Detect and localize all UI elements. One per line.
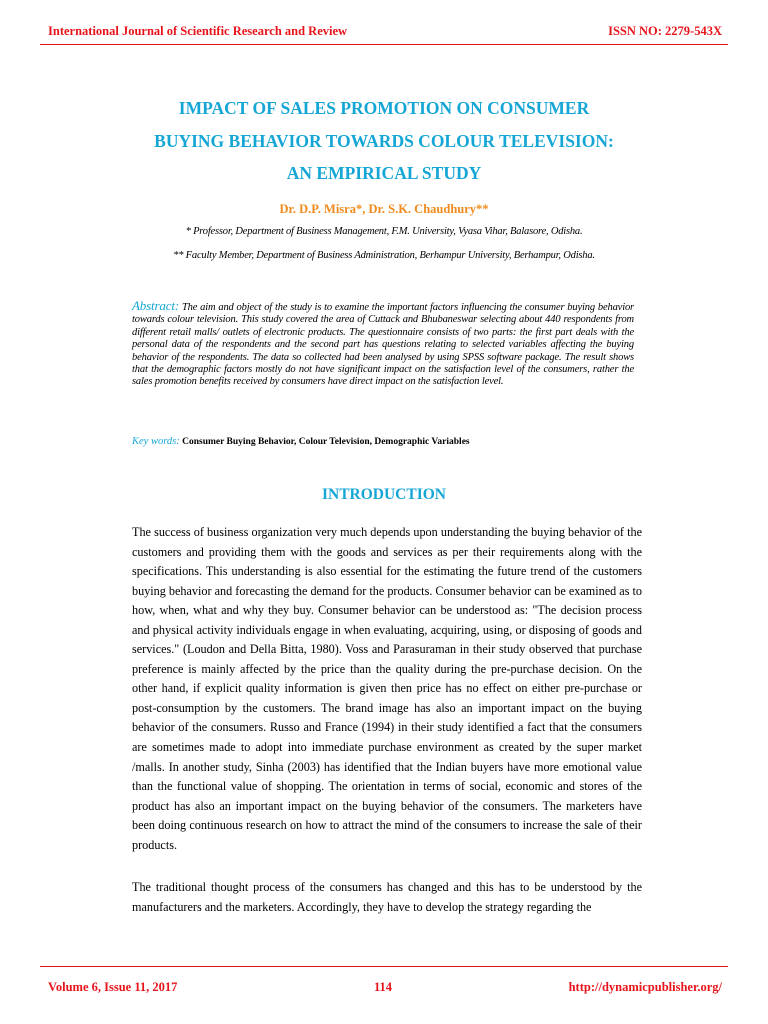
paper-title [60, 92, 708, 190]
journal-name: International Journal of Scientific Research and Review [48, 24, 348, 38]
header-rule [40, 44, 728, 45]
body-paragraph: The success of business organization very much depends upon understanding the buying behavior of the customers and providing them with the goods and services as per their requirements along with the specifications. This understanding is also essential for the estimating the future trend of the customers buying behavior and forecasting the demand for the products. Consumer behavior can be examined as to how, when, what and why they buy. Consumer behavior can be understood as: "The decision process and physical activity individuals engage in when evaluating, acquiring, using, or disposing of goods and services." (Loudon and Della Bitta, 1980). Voss and Parasuraman in their study observed that purchase preference is mainly affected by the price than the quality during the pre-purchase decision. On the other hand, if explicit quality information is given then price has no effect on either pre-purchase or post-consumption by the customers. The brand image has also an important impact on the buying behavior of the consumers. Russo and France (1994) in their study identified a fact that the consumers are sometimes made to adopt into immediate purchase environment as created by the super market /malls. In another study, Sinha (2003) has identified that the Indian buyers have more emotional value than the functional value of shopping. The orientation in terms of social, economic and stores of the product has also an important impact on the buying behavior of the consumers. The marketers have been doing continuous research on how to attract the mind of the consumers to increase the sale of their products. [132, 525, 642, 852]
keywords-label: Key words: [132, 436, 180, 447]
title-line: IMPACT OF SALES PROMOTION ON CONSUMER [178, 98, 590, 118]
running-header [48, 24, 722, 39]
page-number: 114 [374, 980, 393, 994]
footer-rule [40, 966, 728, 967]
title-line: AN EMPIRICAL STUDY [286, 163, 482, 183]
abstract-label: Abstract: [132, 298, 180, 313]
abstract [132, 300, 634, 389]
body-paragraph: The traditional thought process of the consumers has changed and this has to be understood by the manufacturers and the marketers. Accordingly, they have to develop the strategy regarding the [132, 880, 642, 914]
page-footer [48, 980, 722, 995]
title-line: BUYING BEHAVIOR TOWARDS COLOUR TELEVISION: [154, 130, 614, 151]
keywords-terms: Consumer Buying Behavior, Colour Television, Demographic Variables [182, 437, 470, 447]
issn: ISSN NO: 2279-543X [608, 24, 722, 38]
affiliation: ** Faculty Member, Department of Business Administration, Berhampur University, Berhampur, Odisha. [173, 250, 595, 261]
volume-issue: Volume 6, Issue 11, 2017 [48, 980, 178, 994]
publisher-url[interactable]: http://dynamicpublisher.org/ [568, 980, 722, 994]
abstract-text: The aim and object of the study is to examine the important factors influencing the consumer buying behavior towards colour television. This study covered the area of Cuttack and Bhubaneswar selecting about 440 respondents from different retail malls/ outlets of electronic products. The questionnaire consists of two parts: the first part deals with the personal data of the respondents and the second part has questions relating to selected variables affecting the buying behavior of the respondents. The data so collected had been analysed by using SPSS software package. The result shows that the demographic factors mostly do not have significant impact on the satisfaction level of the consumers, rather the sales promotion benefits received by consumers have direct impact on the satisfaction level. [132, 302, 634, 388]
section-heading: INTRODUCTION [321, 486, 446, 503]
authors: Dr. D.P. Misra*, Dr. S.K. Chaudhury** [279, 202, 489, 216]
keywords [132, 436, 708, 447]
affiliation: * Professor, Department of Business Management, F.M. University, Vyasa Vihar, Balasore, Odisha. [185, 226, 583, 237]
